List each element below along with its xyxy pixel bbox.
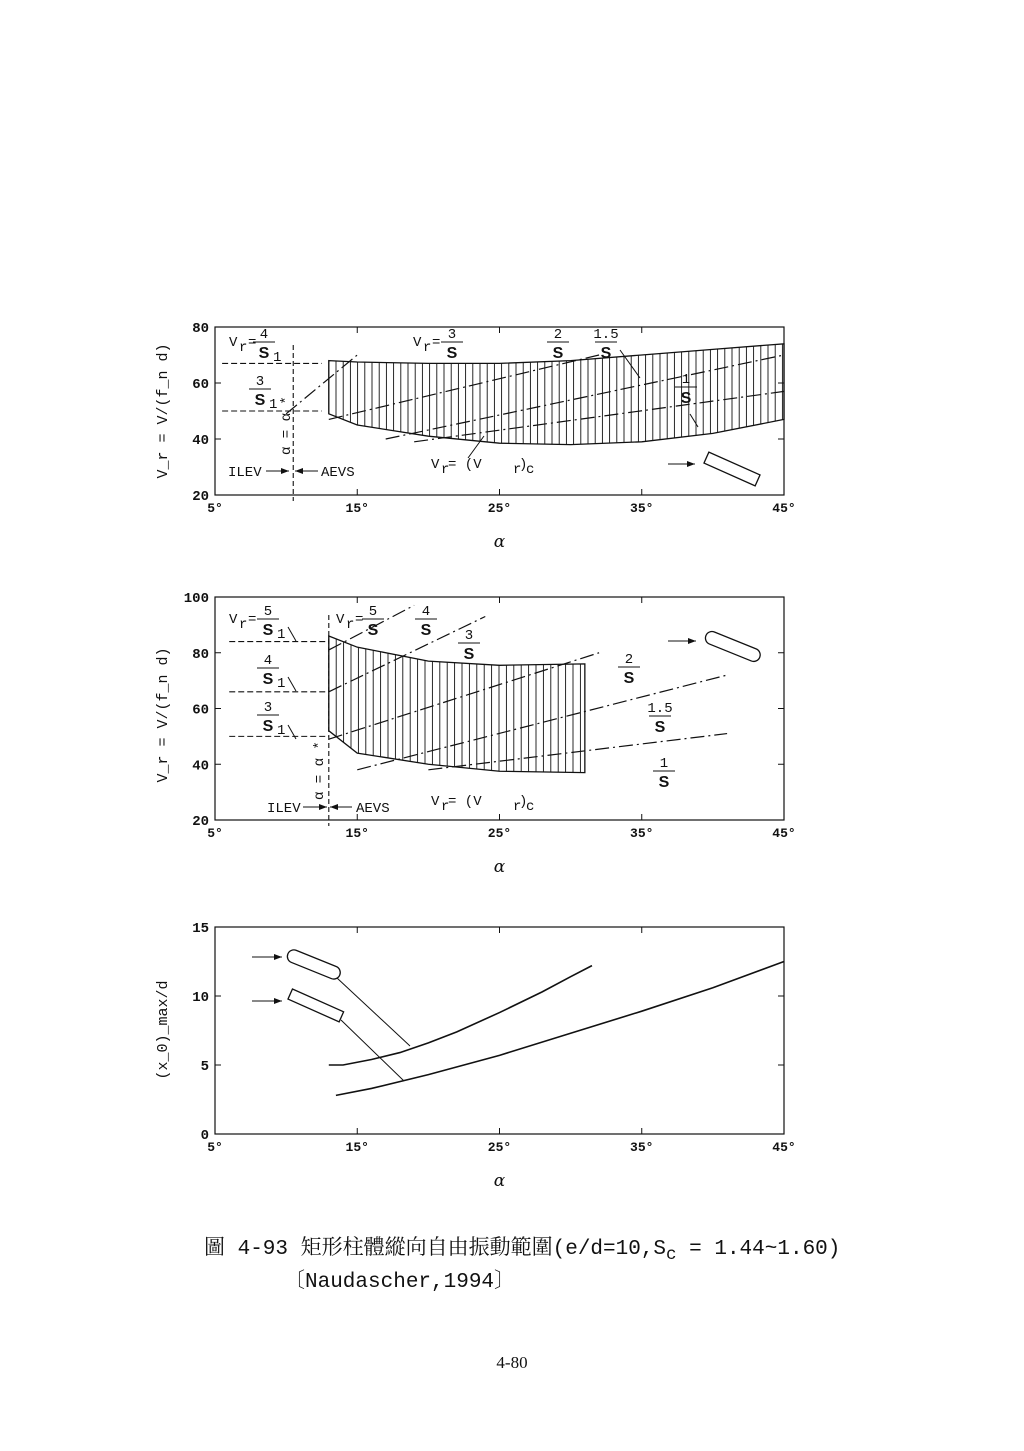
frac-3-s-numerator: 3: [464, 628, 474, 644]
x-axis-label: α: [493, 1171, 506, 1191]
frac-1-s-denominator: S: [658, 774, 670, 791]
vr-symbol: V: [336, 612, 345, 628]
y-tick-label: 20: [192, 489, 209, 505]
x-tick-label: 45°: [772, 501, 796, 516]
frac-3-s-numerator: 3: [447, 327, 457, 343]
series-line-1-5: [386, 355, 784, 439]
caption-line2: 〔Naudascher,1994〕: [284, 1271, 516, 1295]
frac-4-s1-subscript: 1: [277, 676, 286, 692]
flow-arrow-rectangle-head: [274, 998, 282, 1004]
flow-arrow-head: [688, 638, 696, 644]
y-tick-label: 40: [192, 758, 209, 775]
x-tick-label: 35°: [630, 1140, 654, 1155]
frac-5-s-denominator: S: [367, 622, 379, 639]
x-axis-label: α: [493, 532, 506, 552]
leader-line: [341, 1020, 404, 1081]
leader-line: [468, 436, 484, 458]
vrc-equals: = (V: [448, 794, 482, 810]
vrc-inner-subscript: r: [513, 462, 522, 478]
frac-4-s1-numerator: 4: [259, 327, 269, 343]
x-tick-label: 25°: [487, 501, 512, 516]
aevs-label: AEVS: [356, 801, 390, 817]
y-tick-label: 40: [192, 433, 209, 449]
frac-3-s1-subscript: 1: [277, 723, 286, 739]
series-line-1: [414, 391, 784, 441]
frac-4-s1-numerator: 4: [263, 653, 273, 669]
chart-top-vr-band: [0, 310, 1024, 560]
frac-3-s1-subscript: 1: [269, 397, 278, 413]
ilev-label: ILEV: [228, 465, 262, 481]
vrc-inner-subscript: r: [513, 799, 522, 815]
x-tick-label: 45°: [772, 1140, 796, 1155]
y-tick-label: 20: [192, 814, 209, 830]
aevs-arrow-head: [295, 468, 303, 474]
vrc-equals: = (V: [448, 457, 482, 473]
frac-1-s-numerator: 1: [659, 756, 669, 772]
y-tick-label: 60: [192, 702, 209, 719]
x-tick-label: 25°: [487, 1140, 512, 1155]
frac-4-s-denominator: S: [420, 622, 432, 639]
frac-1-5-s-denominator: S: [600, 345, 612, 362]
x-tick-label: 25°: [487, 826, 512, 841]
frac-1-s-denominator: S: [680, 390, 692, 407]
vr-subscript: r: [239, 340, 248, 356]
ilev-label: ILEV: [267, 801, 301, 817]
caption-line1-tail: = 1.44~1.60): [676, 1238, 841, 1261]
alpha-star-label: α = α *: [312, 741, 328, 800]
x-tick-label: 5°: [207, 826, 223, 841]
x-axis-label: α: [493, 857, 506, 877]
y-axis-label: V_r = V/(f_n d): [155, 343, 172, 479]
frac-4-s-numerator: 4: [421, 604, 431, 620]
equals-sign: =: [248, 612, 257, 628]
x-tick-label: 15°: [345, 501, 369, 516]
aevs-label: AEVS: [321, 465, 355, 481]
plot-frame: [215, 597, 784, 820]
x-tick-label: 35°: [630, 826, 654, 841]
frac-5-s1-numerator: 5: [263, 604, 273, 620]
vr-symbol: V: [229, 612, 238, 628]
frac-5-s-numerator: 5: [368, 604, 378, 620]
x-tick-label: 15°: [345, 1140, 369, 1155]
vrc-subscript: r: [441, 462, 450, 478]
vr-subscript: r: [346, 617, 355, 633]
x-tick-label: 5°: [207, 501, 223, 516]
frac-5-s1-denominator: S: [262, 622, 274, 639]
frac-4-s1-denominator: S: [262, 671, 274, 688]
frac-1-5-s-numerator: 1.5: [647, 701, 673, 717]
leader-line: [288, 627, 296, 641]
x-tick-label: 15°: [345, 826, 369, 841]
x-tick-label: 5°: [207, 1140, 223, 1155]
plot-frame: [215, 927, 784, 1134]
vrc-symbol: V: [431, 457, 440, 473]
y-tick-label: 5: [200, 1059, 209, 1075]
chart-bottom-amplitude: [0, 915, 1024, 1205]
chart-middle-vr-band: [0, 585, 1024, 885]
frac-3-s1-numerator: 3: [255, 374, 265, 390]
caption-sub: c: [666, 1245, 677, 1266]
y-tick-label: 15: [192, 921, 209, 937]
rectangle-section-icon: [288, 989, 344, 1022]
y-tick-label: 80: [192, 646, 209, 663]
y-tick-label: 100: [183, 591, 209, 607]
leader-line: [620, 350, 640, 378]
vrc-close-paren: ): [519, 794, 528, 810]
y-tick-label: 60: [192, 377, 209, 393]
equals-sign: =: [355, 612, 364, 628]
y-tick-label: 0: [200, 1128, 209, 1144]
y-axis-label: V_r = V/(f_n d): [155, 647, 172, 783]
vr-subscript: r: [239, 617, 248, 633]
vr-symbol: V: [413, 335, 422, 351]
leader-line: [288, 677, 296, 691]
ilev-arrow-head: [319, 804, 327, 810]
frac-1-s-numerator: 1: [681, 372, 691, 388]
vrc-subscript: r: [441, 799, 450, 815]
x-tick-label: 45°: [772, 826, 796, 841]
y-axis-label: (x_0)_max/d: [155, 980, 172, 1080]
x-tick-label: 35°: [630, 501, 654, 516]
equals-sign: =: [432, 335, 441, 351]
frac-2-s-numerator: 2: [624, 652, 634, 668]
frac-3-s1-denominator: S: [262, 718, 274, 735]
vrc-c-subscript: c: [526, 799, 535, 815]
frac-2-s-denominator: S: [623, 670, 635, 687]
leader-line: [337, 978, 410, 1046]
frac-1-5-s-numerator: 1.5: [593, 327, 619, 343]
frac-3-s1-denominator: S: [254, 392, 266, 409]
ilev-arrow-head: [281, 468, 289, 474]
band-outline: [329, 636, 585, 773]
rectangle-section-icon: [704, 452, 760, 486]
rounded-section-icon: [703, 630, 762, 664]
rounded-section-icon: [285, 948, 342, 981]
rounded-section-curve: [329, 966, 592, 1065]
frac-2-s-denominator: S: [552, 345, 564, 362]
frac-1-5-s-denominator: S: [654, 719, 666, 736]
flow-arrow-rounded-head: [274, 954, 282, 960]
flow-arrow-head: [687, 461, 695, 467]
page-number: 4-80: [496, 1353, 528, 1372]
frac-2-s-numerator: 2: [553, 327, 563, 343]
vrc-c-subscript: c: [526, 462, 535, 478]
frac-3-s-denominator: S: [463, 646, 475, 663]
aevs-arrow-head: [330, 804, 338, 810]
leader-line: [690, 414, 698, 427]
figure-caption: [204, 1236, 840, 1296]
vrc-close-paren: ): [519, 457, 528, 473]
frac-4-s1-subscript: 1: [273, 350, 282, 366]
alpha-star-label: α = α *: [279, 396, 295, 455]
frac-4-s1-denominator: S: [258, 345, 270, 362]
frac-3-s1-numerator: 3: [263, 700, 273, 716]
vr-symbol: V: [229, 335, 238, 351]
vr-subscript: r: [423, 340, 432, 356]
caption-line1: 圖 4-93 矩形柱體縱向自由振動範圍(e/d=10,S: [204, 1238, 667, 1261]
series-line-1: [428, 734, 727, 770]
equals-sign: =: [248, 335, 257, 351]
y-tick-label: 80: [192, 321, 209, 337]
vrc-symbol: V: [431, 794, 440, 810]
frac-5-s1-subscript: 1: [277, 627, 286, 643]
series-line-2: [329, 355, 599, 419]
y-tick-label: 10: [192, 990, 209, 1006]
frac-3-s-denominator: S: [446, 345, 458, 362]
